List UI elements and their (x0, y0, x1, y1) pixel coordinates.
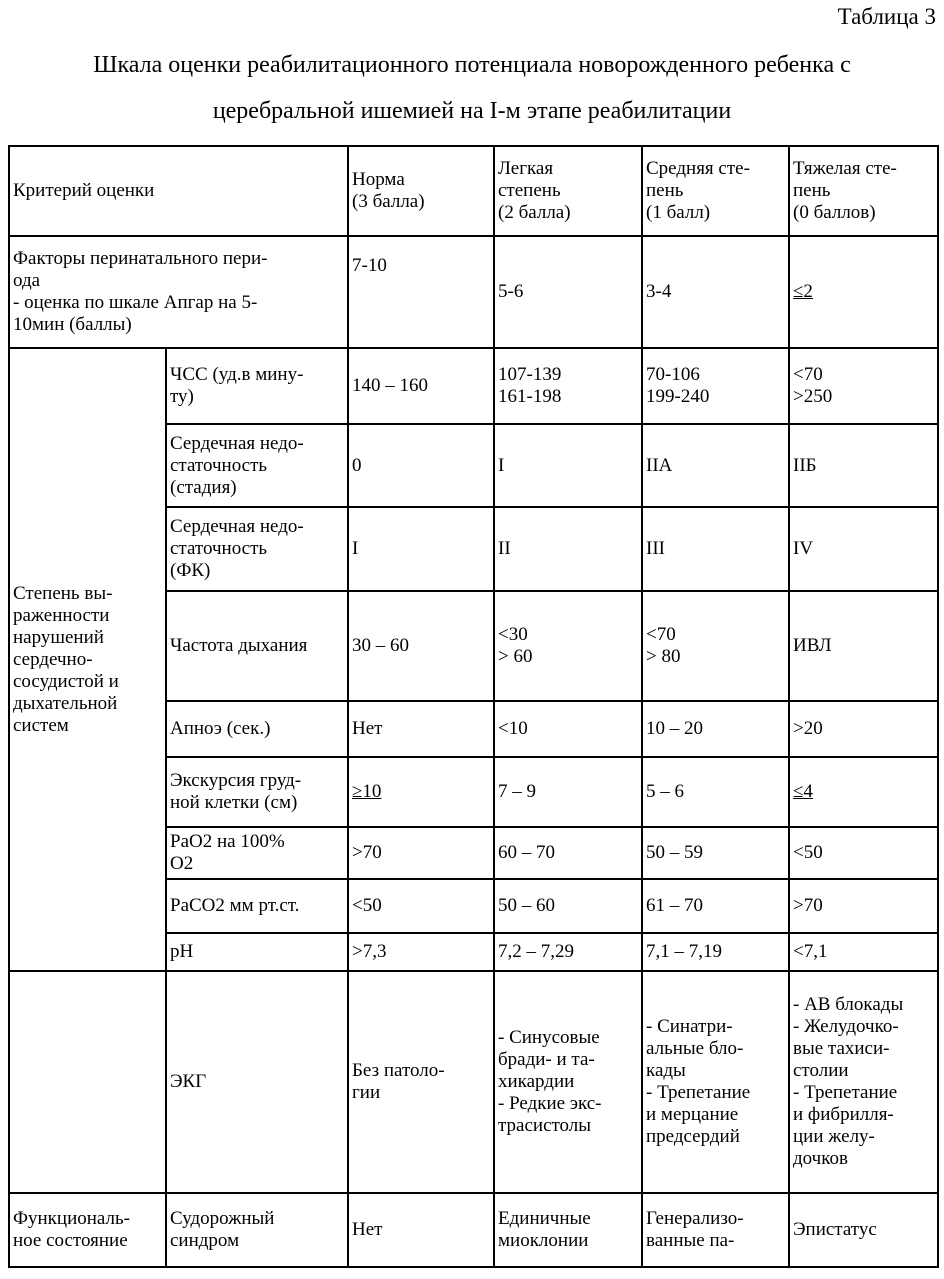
rehab-potential-table (8, 145, 939, 1268)
cell-severe: ≤2 (789, 236, 938, 348)
cell-mild: 7,2 – 7,29 (494, 933, 642, 971)
row-label: ЭКГ (166, 971, 348, 1193)
row-label: РаСО2 мм рт.ст. (166, 879, 348, 933)
cell-severe: <7,1 (789, 933, 938, 971)
row-label: Сердечная недо- статочность (ФК) (166, 507, 348, 591)
row-label-perinatal: Факторы перинатального пери- ода - оценка по шкале Апгар на 5- 10мин (баллы) (9, 236, 348, 348)
header-row (9, 146, 938, 236)
cell-mild: - Синусовые бради- и та- хикардии - Редкие экс- трасистолы (494, 971, 642, 1193)
cell-moderate: 61 – 70 (642, 879, 789, 933)
cell-mild: 7 – 9 (494, 757, 642, 827)
row-label: Апноэ (сек.) (166, 701, 348, 757)
cell-severe: - АВ блокады - Желудочко- вые тахиси- столии - Трепетание и фибрилля- ции желу- дочков (789, 971, 938, 1193)
row-label: ЧСС (уд.в мину- ту) (166, 348, 348, 424)
cell-moderate: IIА (642, 424, 789, 507)
cell-severe: <70 >250 (789, 348, 938, 424)
cell-moderate: III (642, 507, 789, 591)
cell-severe: ИВЛ (789, 591, 938, 701)
table-row (9, 971, 938, 1193)
cell-norm: >7,3 (348, 933, 494, 971)
table-title-line-2: церебральной ишемией на I-м этапе реабилитации (0, 98, 944, 125)
row-label: РаО2 на 100% О2 (166, 827, 348, 879)
cell-moderate: 5 – 6 (642, 757, 789, 827)
row-label: Сердечная недо- статочность (стадия) (166, 424, 348, 507)
cell-mild: <10 (494, 701, 642, 757)
table-number: Таблица 3 (838, 4, 936, 30)
cell-moderate: - Синатри- альные бло- кады - Трепетание и мерцание предсердий (642, 971, 789, 1193)
cell-moderate: <70 > 80 (642, 591, 789, 701)
cell-norm: Нет (348, 1193, 494, 1267)
cell-severe: ≤4 (789, 757, 938, 827)
table-row (9, 236, 938, 348)
cell-norm: ≥10 (348, 757, 494, 827)
cell-norm: 140 – 160 (348, 348, 494, 424)
cell-moderate: 70-106 199-240 (642, 348, 789, 424)
cell-moderate: 3-4 (642, 236, 789, 348)
table-title-line-1: Шкала оценки реабилитационного потенциала новорожденного ребенка с (0, 52, 944, 79)
header-moderate: Средняя сте- пень (1 балл) (642, 146, 789, 236)
cell-severe: >70 (789, 879, 938, 933)
cell-mild: 60 – 70 (494, 827, 642, 879)
cell-moderate: 7,1 – 7,19 (642, 933, 789, 971)
cell-severe: IIБ (789, 424, 938, 507)
cell-norm: Без патоло- гии (348, 971, 494, 1193)
cell-norm: 0 (348, 424, 494, 507)
cell-severe: IV (789, 507, 938, 591)
cell-norm: I (348, 507, 494, 591)
cell-norm: Нет (348, 701, 494, 757)
cell-norm: <50 (348, 879, 494, 933)
header-severe: Тяжелая сте- пень (0 баллов) (789, 146, 938, 236)
group-label-functional: Функциональ- ное состояние (9, 1193, 166, 1267)
table-row (9, 1193, 938, 1267)
cell-mild: II (494, 507, 642, 591)
table-row (9, 348, 938, 424)
row-label: pH (166, 933, 348, 971)
empty-group-cell (9, 971, 166, 1193)
header-mild: Легкая степень (2 балла) (494, 146, 642, 236)
cell-mild: 5-6 (494, 236, 642, 348)
row-label: Частота дыхания (166, 591, 348, 701)
cell-mild: 107-139 161-198 (494, 348, 642, 424)
cell-norm: >70 (348, 827, 494, 879)
header-norm: Норма (3 балла) (348, 146, 494, 236)
cell-moderate: 10 – 20 (642, 701, 789, 757)
cell-mild: 50 – 60 (494, 879, 642, 933)
row-label: Судорожный синдром (166, 1193, 348, 1267)
group-label-cardio: Степень вы- раженности нарушений сердечно- сосудистой и дыхательной систем (9, 348, 166, 971)
header-criterion: Критерий оценки (9, 146, 348, 236)
cell-severe: Эпистатус (789, 1193, 938, 1267)
cell-mild: <30 > 60 (494, 591, 642, 701)
cell-severe: <50 (789, 827, 938, 879)
cell-mild: I (494, 424, 642, 507)
cell-norm: 30 – 60 (348, 591, 494, 701)
cell-norm: 7-10 (348, 236, 494, 348)
row-label: Экскурсия груд- ной клетки (см) (166, 757, 348, 827)
cell-severe: >20 (789, 701, 938, 757)
cell-mild: Единичные миоклонии (494, 1193, 642, 1267)
cell-moderate: 50 – 59 (642, 827, 789, 879)
cell-moderate: Генерализо- ванные па- (642, 1193, 789, 1267)
